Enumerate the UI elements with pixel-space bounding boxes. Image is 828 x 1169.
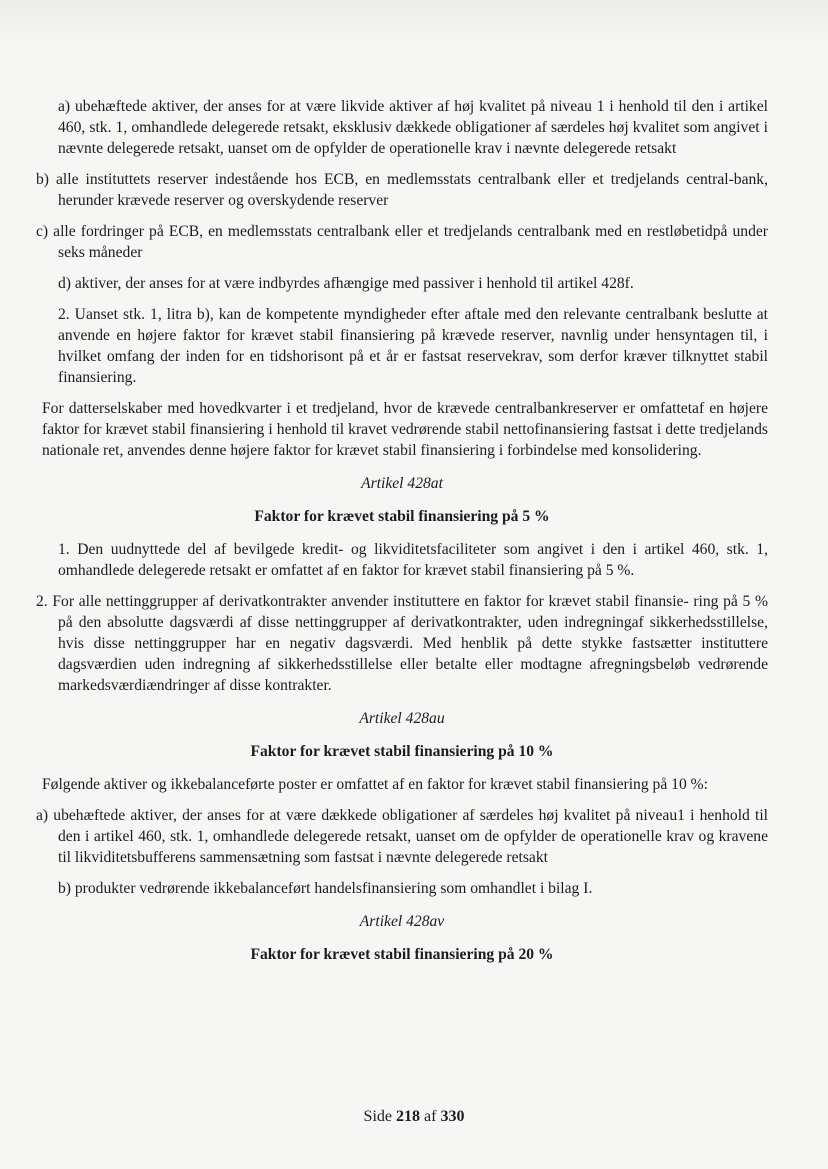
article-428at-paragraph-1: 1. Den uudnyttede del af bevilgede kredit- og likviditetsfaciliteter som angivet i den i artikel 460, stk. 1, omhandlede delegerede retsakt er omfattet af en faktor for krævet stabil finansiering på 5 %.: [58, 541, 768, 579]
paragraph-subsidiaries: For datterselskaber med hovedkvarter i et tredjeland, hvor de krævede centralbankreserver er omfattetaf en højere faktor for krævet stabil finansiering i henhold til kravet vedrørende stabil nettofinansiering fastsat i dette tredjelands nationale ret, anvendes denne højere faktor for krævet stabil finansiering i forbindelse med konsolidering.: [42, 400, 768, 459]
page-footer: [0, 1108, 828, 1126]
article-428au-item-b: b) produkter vedrørende ikkebalanceført handelsfinansiering som omhandlet i bilag I.: [58, 880, 593, 897]
article-428at-paragraph-2: 2. For alle nettinggrupper af derivatkontrakter anvender instituttere en faktor for krævet stabil finansie- ring på 5 % på den absolutte dagsværdi af disse nettinggrupper af derivatkontrakter, uden indregningaf sikkerhedsstillelse, hvis disse nettinggrupper har en negativ dagsværdi. Med henblik på dette stykke fastsætter instituttere dagsværdien uden indregning af sikkerhedsstillelse eller betalte eller modtagne afregningsbeløb vedrørende markedsværdiændringer af disse kontrakter.: [36, 593, 768, 694]
page-number-separator: af: [424, 1108, 437, 1125]
total-page-count: 330: [440, 1108, 465, 1125]
list-item-b: b) alle instituttets reserver indestående hos ECB, en medlemsstats centralbank eller et tredjelands central-bank, herunder krævede reserver og overskydende reserver: [36, 171, 768, 209]
current-page-number: 218: [396, 1108, 420, 1125]
list-item-a: a) ubehæftede aktiver, der anses for at være likvide aktiver af høj kvalitet på niveau 1 i henhold til den i artikel 460, stk. 1, omhandlede delegerede retsakt, eksklusiv dækkede obligationer af særdeles høj kvalitet som angivet i nævnte delegerede retsakt, uanset om de opfylder de operationelle krav i nævnte delegerede retsakt: [58, 98, 768, 157]
article-428au-intro: Følgende aktiver og ikkebalanceførte poster er omfattet af en faktor for krævet stabil finansiering på 10 %:: [42, 776, 708, 793]
article-428au-label: Artikel 428au: [359, 710, 445, 727]
article-428av-title: Faktor for krævet stabil finansiering på 20 %: [250, 946, 554, 963]
article-428at-label: Artikel 428at: [361, 475, 443, 492]
list-item-d: d) aktiver, der anses for at være indbyrdes afhængige med passiver i henhold til artikel 428f.: [58, 275, 634, 292]
article-428au-title: Faktor for krævet stabil finansiering på 10 %: [250, 743, 554, 760]
article-428au-item-a: a) ubehæftede aktiver, der anses for at være dækkede obligationer af særdeles høj kvalitet på niveau1 i henhold til den i artikel 460, stk. 1, omhandlede delegerede retsakt, uanset om de opfylder de operationelle krav og kravene til likviditetsbufferens sammensætning som fastsat i nævnte delegerede retsakt: [36, 807, 768, 866]
paragraph-2: 2. Uanset stk. 1, litra b), kan de kompetente myndigheder efter aftale med den relevante centralbank beslutte at anvende en højere faktor for krævet stabil finansiering på krævede reserver, navnlig under hensyntagen til, i hvilket omfang der inden for en tidshorisont på et år er fastsat reservekrav, som derfor kræver tilknyttet stabil finansiering.: [58, 306, 768, 386]
scan-shadow: [0, 0, 828, 48]
page-content: [36, 96, 768, 977]
article-428at-title: Faktor for krævet stabil finansiering på 5 %: [254, 508, 550, 525]
page-number-prefix: Side: [363, 1108, 392, 1125]
article-428av-label: Artikel 428av: [359, 913, 445, 930]
list-item-c: c) alle fordringer på ECB, en medlemsstats centralbank eller et tredjelands centralbank med en restløbetidpå under seks måneder: [36, 223, 768, 261]
